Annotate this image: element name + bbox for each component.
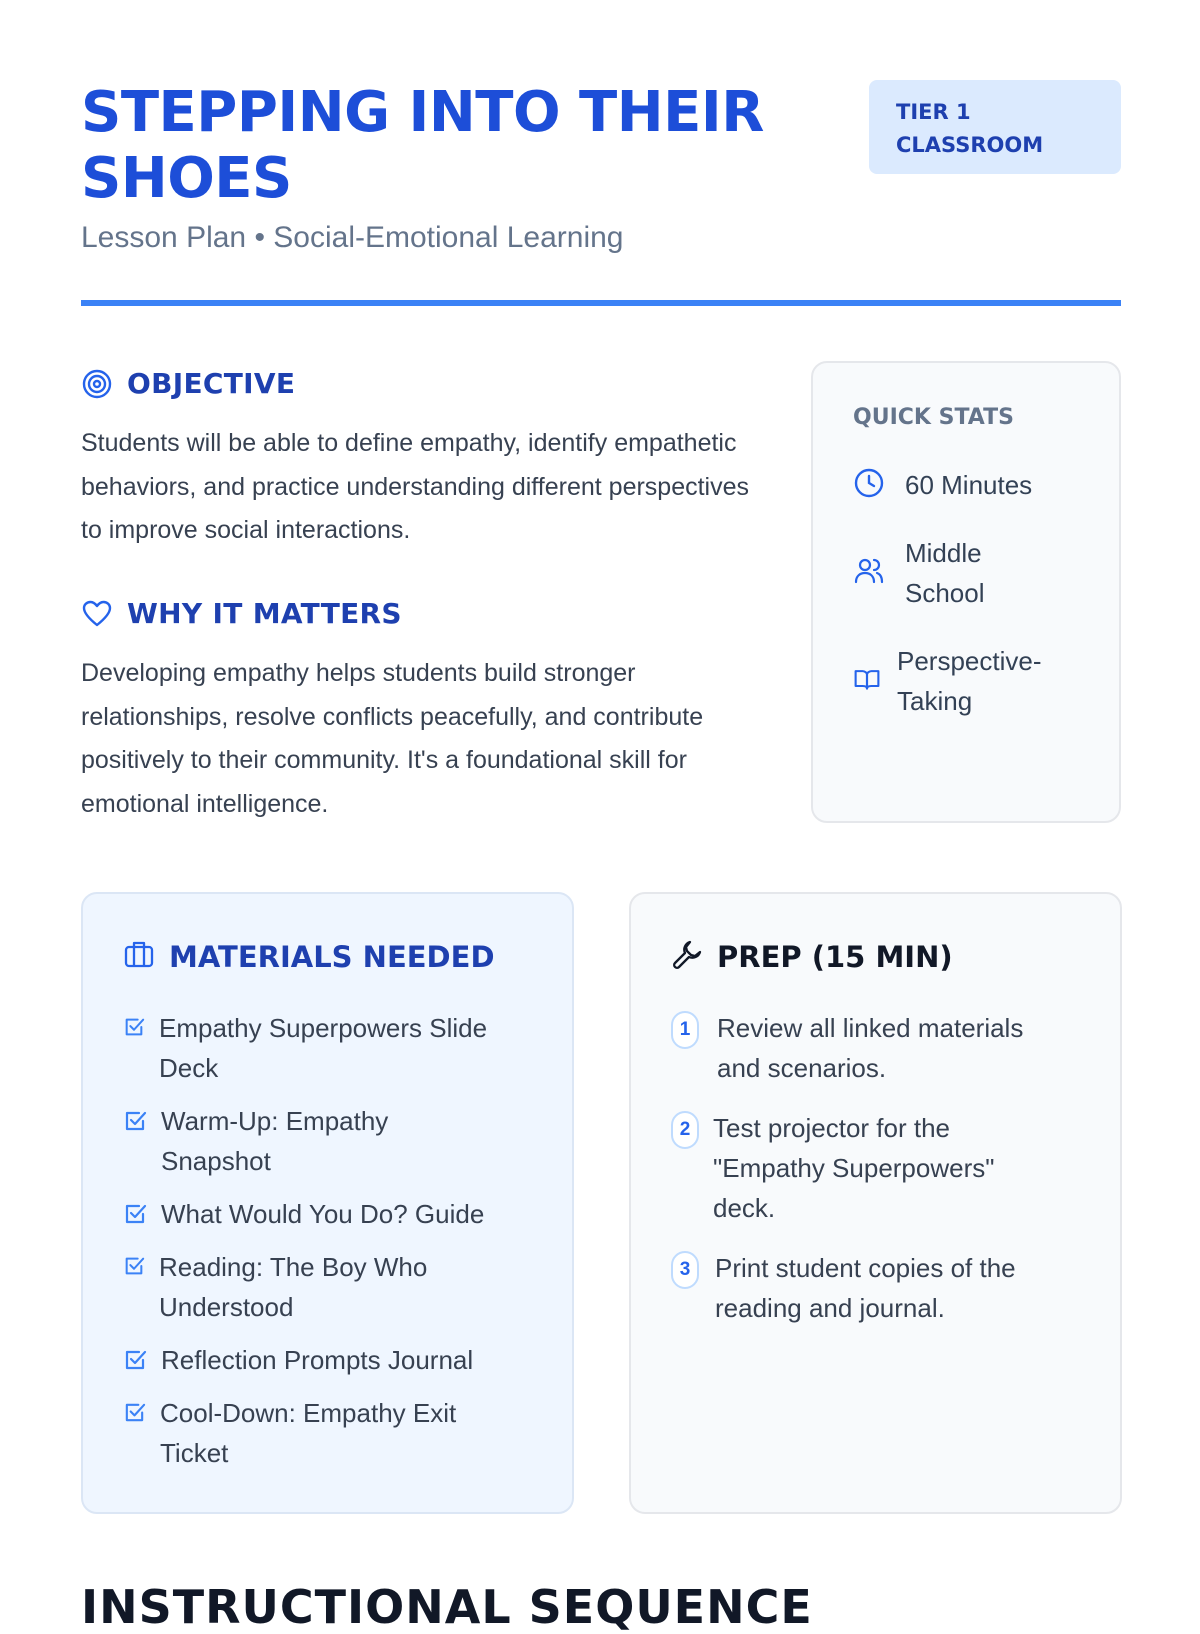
checkbox-icon <box>123 1255 145 1277</box>
header-divider <box>81 300 1121 306</box>
materials-heading <box>123 938 495 975</box>
wrench-icon <box>671 938 703 975</box>
checkbox-icon <box>123 1109 147 1133</box>
book-icon <box>853 665 881 698</box>
tier-badge-line2: CLASSROOM <box>896 133 1044 157</box>
prep-step <box>671 1108 1031 1228</box>
material-item <box>123 1008 523 1088</box>
material-text: Reading: The Boy Who Understood <box>159 1252 428 1322</box>
objective-heading <box>81 367 295 400</box>
materials-title: MATERIALS NEEDED <box>169 939 495 974</box>
target-icon <box>81 368 113 400</box>
material-text: Empathy Superpowers Slide Deck <box>159 1013 488 1083</box>
step-number-badge: 1 <box>671 1011 699 1049</box>
material-item <box>123 1340 543 1380</box>
stat-duration-text: 60 Minutes <box>905 470 1033 500</box>
material-item <box>123 1194 543 1234</box>
why-text: Developing empathy helps students build stronger relationships, resolve conflicts peacefully, and contribute positively to their community. It's a foundational skill for emotional intelligence. <box>81 659 704 818</box>
prep-step-text: Test projector for the "Empathy Superpowers" deck. <box>713 1113 995 1223</box>
page-subtitle: Lesson Plan • Social-Emotional Learning <box>81 221 624 254</box>
prep-title: PREP (15 MIN) <box>717 939 953 974</box>
why-title: WHY IT MATTERS <box>127 597 402 630</box>
material-text: Cool-Down: Empathy Exit Ticket <box>160 1398 457 1468</box>
users-icon <box>853 555 885 592</box>
material-text: What Would You Do? Guide <box>161 1199 485 1229</box>
objective-title: OBJECTIVE <box>127 367 296 400</box>
material-item <box>123 1247 463 1327</box>
prep-step <box>671 1248 1071 1328</box>
step-number-badge: 2 <box>671 1111 699 1149</box>
page-title: STEPPING INTO THEIR SHOES <box>81 80 764 211</box>
prep-card <box>629 892 1122 1514</box>
clock-icon <box>853 467 885 504</box>
objective-text: Students will be able to define empathy, identify empathetic behaviors, and practice understanding different perspectives to improve social interactions. <box>81 429 750 544</box>
prep-step-text: Print student copies of the reading and journal. <box>715 1253 1016 1323</box>
tier-badge <box>869 80 1121 174</box>
material-text: Warm-Up: Empathy Snapshot <box>161 1106 389 1176</box>
step-number-badge: 3 <box>671 1251 699 1289</box>
material-item <box>123 1393 503 1473</box>
materials-card <box>81 892 574 1514</box>
stat-duration <box>853 465 1032 505</box>
lesson-header <box>81 80 1121 258</box>
checkbox-icon <box>123 1016 145 1038</box>
prep-heading <box>671 938 953 975</box>
checkbox-icon <box>123 1202 147 1226</box>
instructional-sequence-title: INSTRUCTIONAL SEQUENCE <box>81 1580 813 1634</box>
checkbox-icon <box>123 1348 147 1372</box>
prep-step <box>671 1008 1071 1088</box>
why-heading <box>81 597 402 630</box>
quick-stats-card <box>811 361 1121 823</box>
stat-skill <box>853 641 1093 721</box>
briefcase-icon <box>123 938 155 975</box>
material-text: Reflection Prompts Journal <box>161 1345 474 1375</box>
prep-step-text: Review all linked materials and scenarios. <box>717 1013 1024 1083</box>
quick-stats-title: QUICK STATS <box>853 405 1014 430</box>
heart-icon <box>81 598 113 630</box>
material-item <box>123 1101 453 1181</box>
stat-audience <box>853 533 1053 613</box>
stat-skill-text: Perspective-Taking <box>897 646 1042 716</box>
tier-badge-line1: TIER 1 <box>896 100 971 124</box>
stat-audience-text: Middle School <box>905 538 985 608</box>
checkbox-icon <box>123 1401 146 1424</box>
